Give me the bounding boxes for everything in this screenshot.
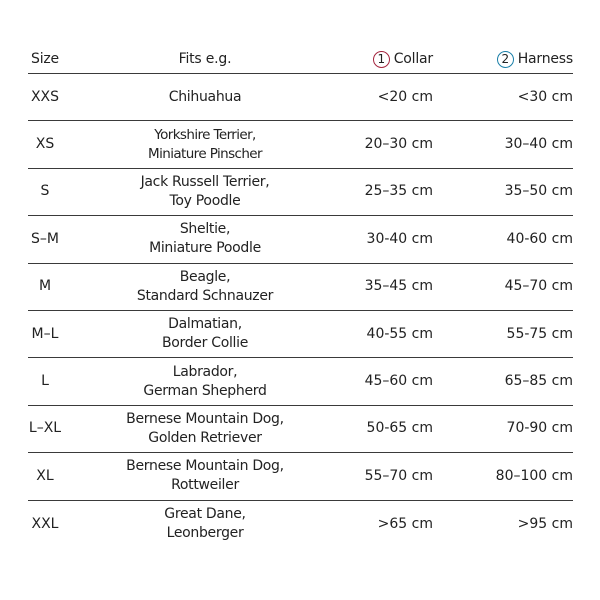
fits-line: Bernese Mountain Dog, [126, 458, 284, 475]
fits-line: Rottweiler [171, 477, 239, 494]
collar-header-label: Collar [393, 50, 433, 67]
fits-cell [62, 505, 340, 543]
table-row [28, 453, 573, 500]
fits-cell [62, 268, 340, 306]
column-header-collar [340, 50, 433, 70]
fits-cell [62, 173, 340, 211]
collar-cell: 45–60 cm [364, 373, 433, 390]
fits-cell [62, 457, 340, 495]
collar-cell: 35–45 cm [364, 278, 433, 295]
collar-cell: 20–30 cm [364, 136, 433, 153]
fits-line: Yorkshire Terrier, [154, 126, 256, 143]
size-cell: L [41, 373, 49, 390]
harness-cell: 35–50 cm [504, 183, 573, 200]
collar-cell: 30-40 cm [366, 230, 433, 247]
fits-line: Sheltie, [179, 221, 231, 238]
fits-line: Leonberger [166, 525, 244, 542]
column-header-fits: Fits e.g. [178, 51, 232, 67]
column-header-harness [433, 50, 573, 70]
harness-cell: 80–100 cm [495, 467, 573, 484]
collar-cell: >65 cm [377, 515, 433, 532]
fits-cell [62, 315, 340, 353]
fits-line: Beagle, [179, 268, 231, 285]
table-row [28, 169, 573, 216]
table-row [28, 311, 573, 358]
fits-cell [62, 88, 340, 107]
size-cell: M [38, 278, 52, 295]
fits-line: Toy Poodle [169, 192, 241, 209]
collar-cell: 55–70 cm [364, 467, 433, 484]
collar-cell: 25–35 cm [364, 183, 433, 200]
table-row [28, 501, 573, 548]
size-cell: L–XL [28, 420, 62, 437]
harness-cell: 65–85 cm [504, 373, 573, 390]
fits-line: Great Dane, [164, 506, 246, 523]
fits-line: Golden Retriever [148, 429, 262, 446]
harness-cell: 45–70 cm [504, 278, 573, 295]
table-header-row [28, 46, 573, 74]
harness-cell: 55-75 cm [506, 325, 573, 342]
size-cell: S–M [31, 230, 59, 247]
fits-line: Miniature Poodle [149, 240, 261, 257]
fits-line: Chihuahua [168, 88, 242, 105]
fits-cell [62, 363, 340, 401]
fits-cell [62, 410, 340, 448]
fits-line: German Shepherd [143, 382, 267, 399]
size-table [28, 46, 573, 548]
size-cell: S [40, 183, 50, 200]
harness-number-badge: 2 [497, 51, 514, 68]
size-cell: XL [36, 467, 54, 484]
collar-cell: 40-55 cm [366, 325, 433, 342]
table-row [28, 358, 573, 405]
fits-line: Jack Russell Terrier, [140, 173, 270, 190]
table-row [28, 74, 573, 121]
column-header-size: Size [31, 51, 59, 67]
harness-cell: 40-60 cm [506, 230, 573, 247]
fits-line: Bernese Mountain Dog, [126, 410, 284, 427]
size-cell: XS [35, 136, 55, 153]
size-cell: XXL [31, 515, 59, 532]
harness-cell: <30 cm [517, 88, 573, 105]
table-row [28, 121, 573, 168]
fits-line: Standard Schnauzer [136, 287, 274, 304]
harness-cell: 30–40 cm [504, 136, 573, 153]
harness-cell: 70-90 cm [506, 420, 573, 437]
collar-number-badge: 1 [373, 51, 390, 68]
fits-cell [62, 126, 340, 164]
collar-cell: 50-65 cm [366, 420, 433, 437]
fits-line: Miniature Pinscher [148, 145, 262, 162]
fits-line: Labrador, [172, 363, 238, 380]
fits-line: Border Collie [161, 335, 249, 352]
table-row [28, 406, 573, 453]
harness-cell: >95 cm [517, 515, 573, 532]
size-cell: M–L [31, 325, 59, 342]
fits-cell [62, 220, 340, 258]
size-cell: XXS [30, 88, 60, 105]
fits-line: Dalmatian, [168, 316, 242, 333]
table-body [28, 74, 573, 548]
collar-cell: <20 cm [377, 88, 433, 105]
harness-header-label: Harness [517, 50, 573, 67]
table-row [28, 216, 573, 263]
table-row [28, 264, 573, 311]
